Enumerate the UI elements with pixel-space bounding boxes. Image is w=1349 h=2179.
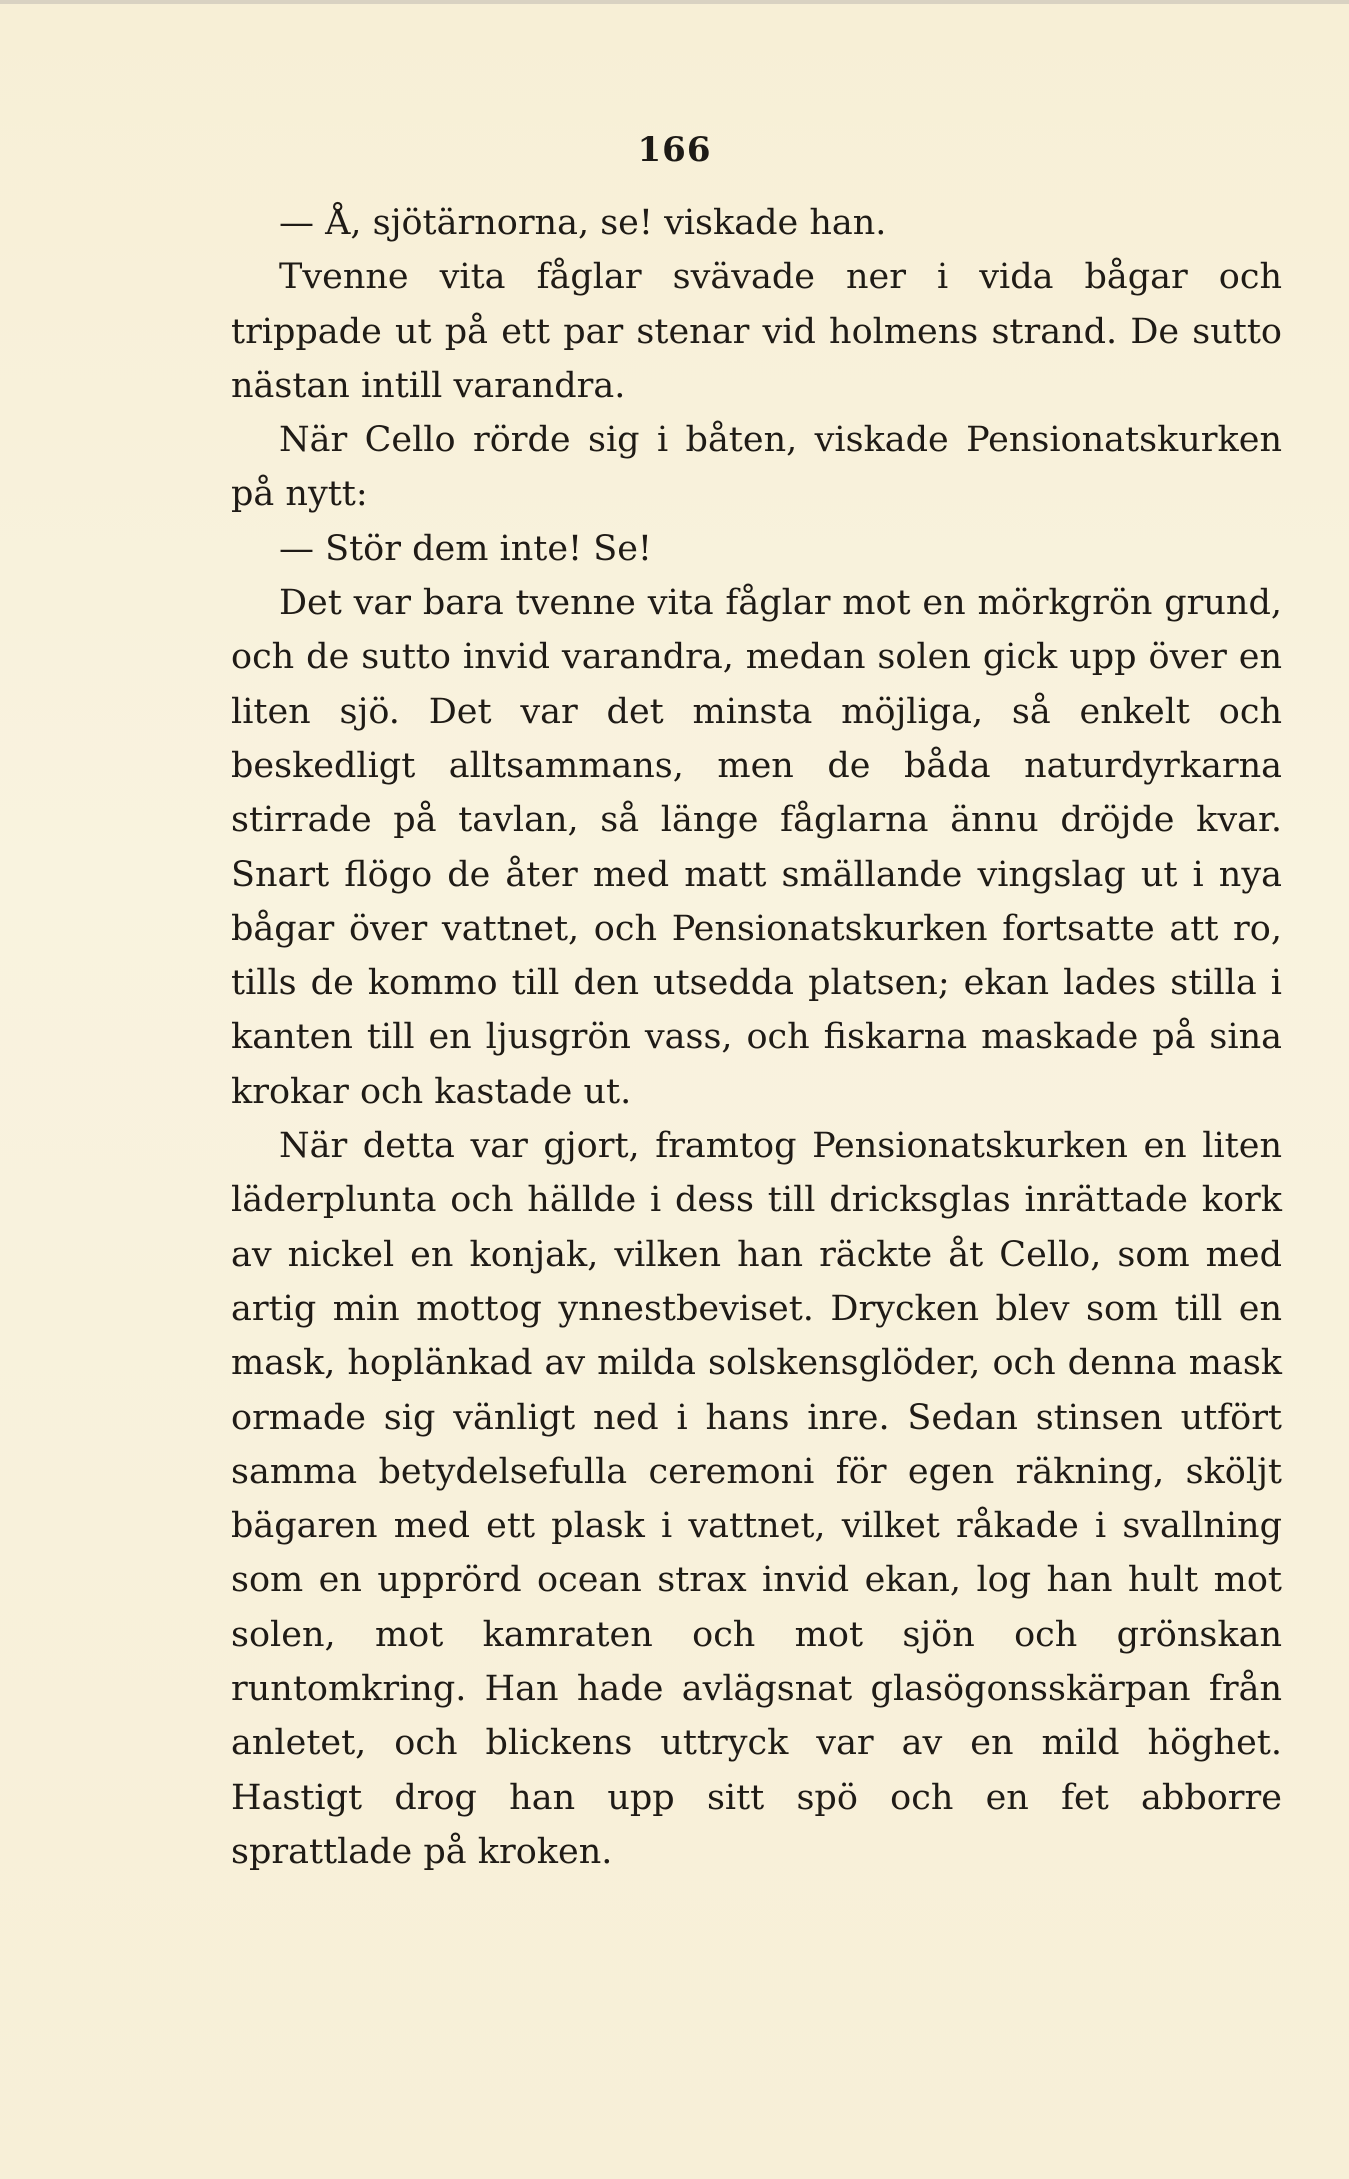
paragraph-6: När detta var gjort, framtog Pensionatskurken en liten läderplunta och hällde i dess till dricksglas inrättade kork av nickel en konjak, vilken han räckte åt Cello, som med artig min mottog ynnestbeviset. Drycken blev som till en mask, hoplänkad av milda solskensglöder, och denna mask ormade sig vänligt ned i hans inre. Sedan stinsen utfört samma betydelsefulla ceremoni för egen räkning, sköljt bägaren med ett plask i vattnet, vilket råkade i svallning som en upprörd ocean strax invid ekan, log han hult mot solen, mot kamraten och mot sjön och grönskan runtomkring. Han hade avlägsnat glasögonsskärpan från anletet, och blickens uttryck var av en mild höghet. Hastigt drog han upp sitt spö och en fet abborre sprattlade på kroken. (231, 1126, 1282, 1872)
page-top-edge (0, 0, 1349, 4)
paragraph-5: Det var bara tvenne vita fåglar mot en mörkgrön grund, och de sutto invid varandra, medan solen gick upp över en liten sjö. Det var det minsta möjliga, så enkelt och beskedligt alltsammans, men de båda naturdyrkarna stirrade på tavlan, så länge fåglarna ännu dröjde kvar. Snart flögo de åter med matt smällande vingslag ut i nya bågar över vattnet, och Pensionatskurken fortsatte att ro, tills de kommo till den utsedda platsen; ekan lades stilla i kanten till en ljusgrön vass, och fiskarna maskade på sina krokar och kastade ut. (231, 583, 1282, 1112)
paragraph-2: Tvenne vita fåglar svävade ner i vida bågar och trippade ut på ett par stenar vid holmens strand. De sutto nästan intill varandra. (231, 257, 1282, 406)
body-text (231, 196, 1282, 1879)
paragraph-1: — Å, sjötärnorna, se! viskade han. (279, 203, 887, 243)
paragraph-4: — Stör dem inte! Se! (279, 528, 652, 569)
paragraph-3: När Cello rörde sig i båten, viskade Pensionatskurken på nytt: (231, 420, 1282, 515)
page-number: 166 (637, 130, 712, 170)
